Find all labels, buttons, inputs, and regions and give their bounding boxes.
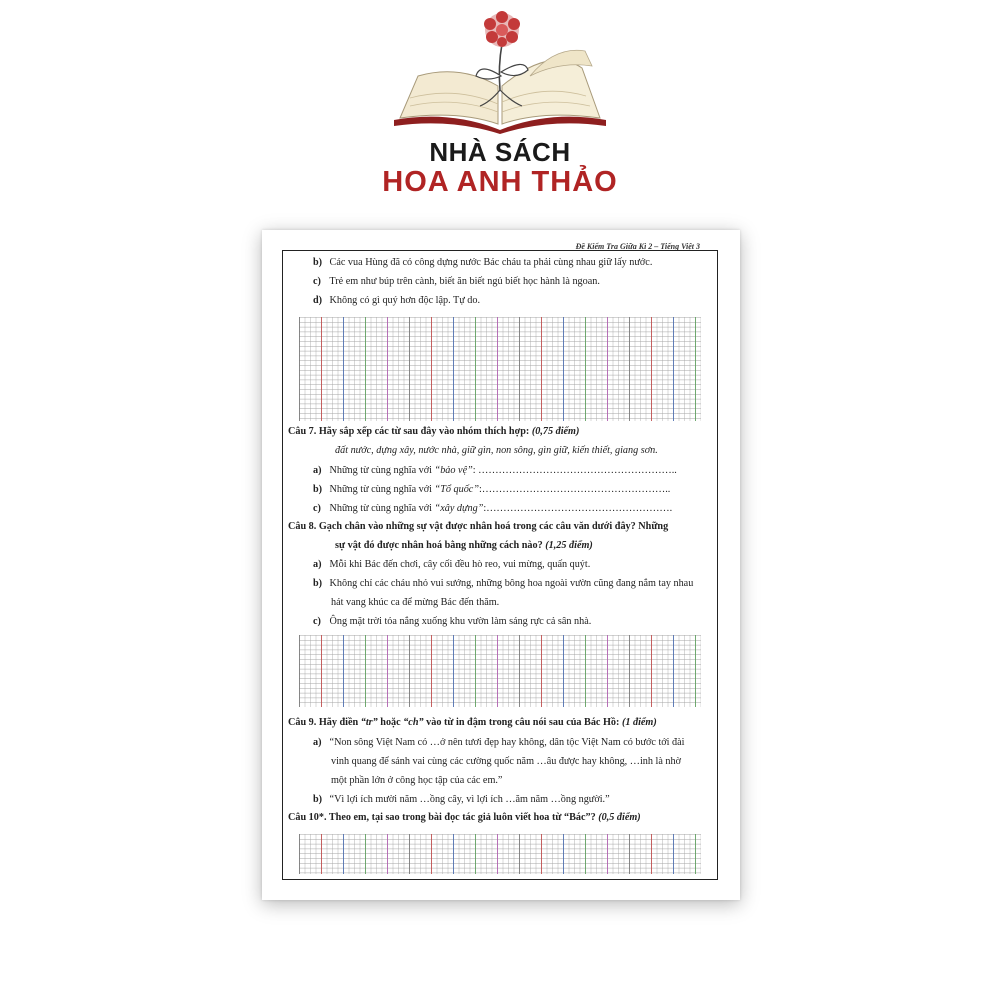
brand-name-line2: HOA ANH THẢO — [382, 166, 618, 198]
q9-item-b: b) “Vì lợi ích mười năm …ồng cây, vì lợi ích …ăm năm …ồng người.” — [313, 794, 610, 805]
q8-item-b: b) Không chỉ các cháu nhỏ vui sướng, những bông hoa ngoài vườn cũng đang nắm tay nhau — [313, 578, 694, 589]
question-7-label: Câu 7. Hãy sắp xếp các từ sau đây vào nhóm thích hợp: (0,75 điểm) — [288, 426, 580, 437]
q7-item-b: b) Những từ cùng nghĩa với “Tổ quốc”:……………………………………………….. — [313, 484, 671, 495]
q7-item-c: c) Những từ cùng nghĩa với “xây dựng”:………………………………………………. — [313, 503, 673, 514]
brand-name-line1: NHÀ SÁCH — [429, 137, 571, 167]
option-c: c) Trẻ em như búp trên cành, biết ăn biết ngủ biết học hành là ngoan. — [313, 276, 600, 287]
q8-item-b-cont: hát vang khúc ca để mừng Bác đến thăm. — [331, 597, 500, 608]
option-d: d) Không có gì quý hơn độc lập. Tự do. — [313, 295, 481, 306]
q8-item-a: a) Mỗi khi Bác đến chơi, cây cối đều hò reo, vui mừng, quấn quýt. — [313, 559, 591, 570]
q9-item-a: a) “Non sông Việt Nam có …ở nên tươi đẹp hay không, dân tộc Việt Nam có bước tới đài — [313, 737, 685, 748]
worksheet-frame — [282, 250, 718, 880]
worksheet-page — [262, 230, 740, 900]
q7-item-a: a) Những từ cùng nghĩa với “bảo vệ”: ………………………………………………….. — [313, 465, 677, 476]
question-7-word-list: đất nước, dựng xây, nước nhà, giữ gìn, non sông, gìn giữ, kiến thiết, giang sơn. — [335, 445, 658, 456]
q9-item-a-line3: một phần lớn ở công học tập của các em.” — [331, 775, 503, 786]
q8-item-c: c) Ông mặt trời tỏa nắng xuống khu vườn làm sáng rực cả sân nhà. — [313, 616, 592, 627]
writing-grid-1[interactable] — [299, 317, 701, 421]
question-8-label-line2: sự vật đó được nhân hoá bằng những cách nào? (1,25 điểm) — [335, 540, 593, 551]
option-b: b) Các vua Hùng đã có công dựng nước Bác cháu ta phải cùng nhau giữ lấy nước. — [313, 257, 653, 268]
q9-item-a-line2: vinh quang để sánh vai cùng các cường quốc năm …âu được hay không, …inh là nhờ — [331, 756, 682, 767]
question-10-label: Câu 10*. Theo em, tại sao trong bài đọc tác giả luôn viết hoa từ “Bác”? (0,5 điểm) — [288, 812, 641, 823]
writing-grid-2[interactable] — [299, 635, 701, 707]
question-8-label-line1: Câu 8. Gạch chân vào những sự vật được nhân hoá trong các câu văn dưới đây? Những — [288, 521, 669, 532]
page-header: Đề Kiểm Tra Giữa Kì 2 – Tiếng Việt 3 — [575, 242, 700, 251]
writing-grid-3[interactable] — [299, 834, 701, 874]
question-9-label: Câu 9. Hãy điền “tr” hoặc “ch” vào từ in đậm trong câu nói sau của Bác Hồ: (1 điểm) — [288, 717, 657, 728]
bookstore-logo — [380, 6, 620, 134]
